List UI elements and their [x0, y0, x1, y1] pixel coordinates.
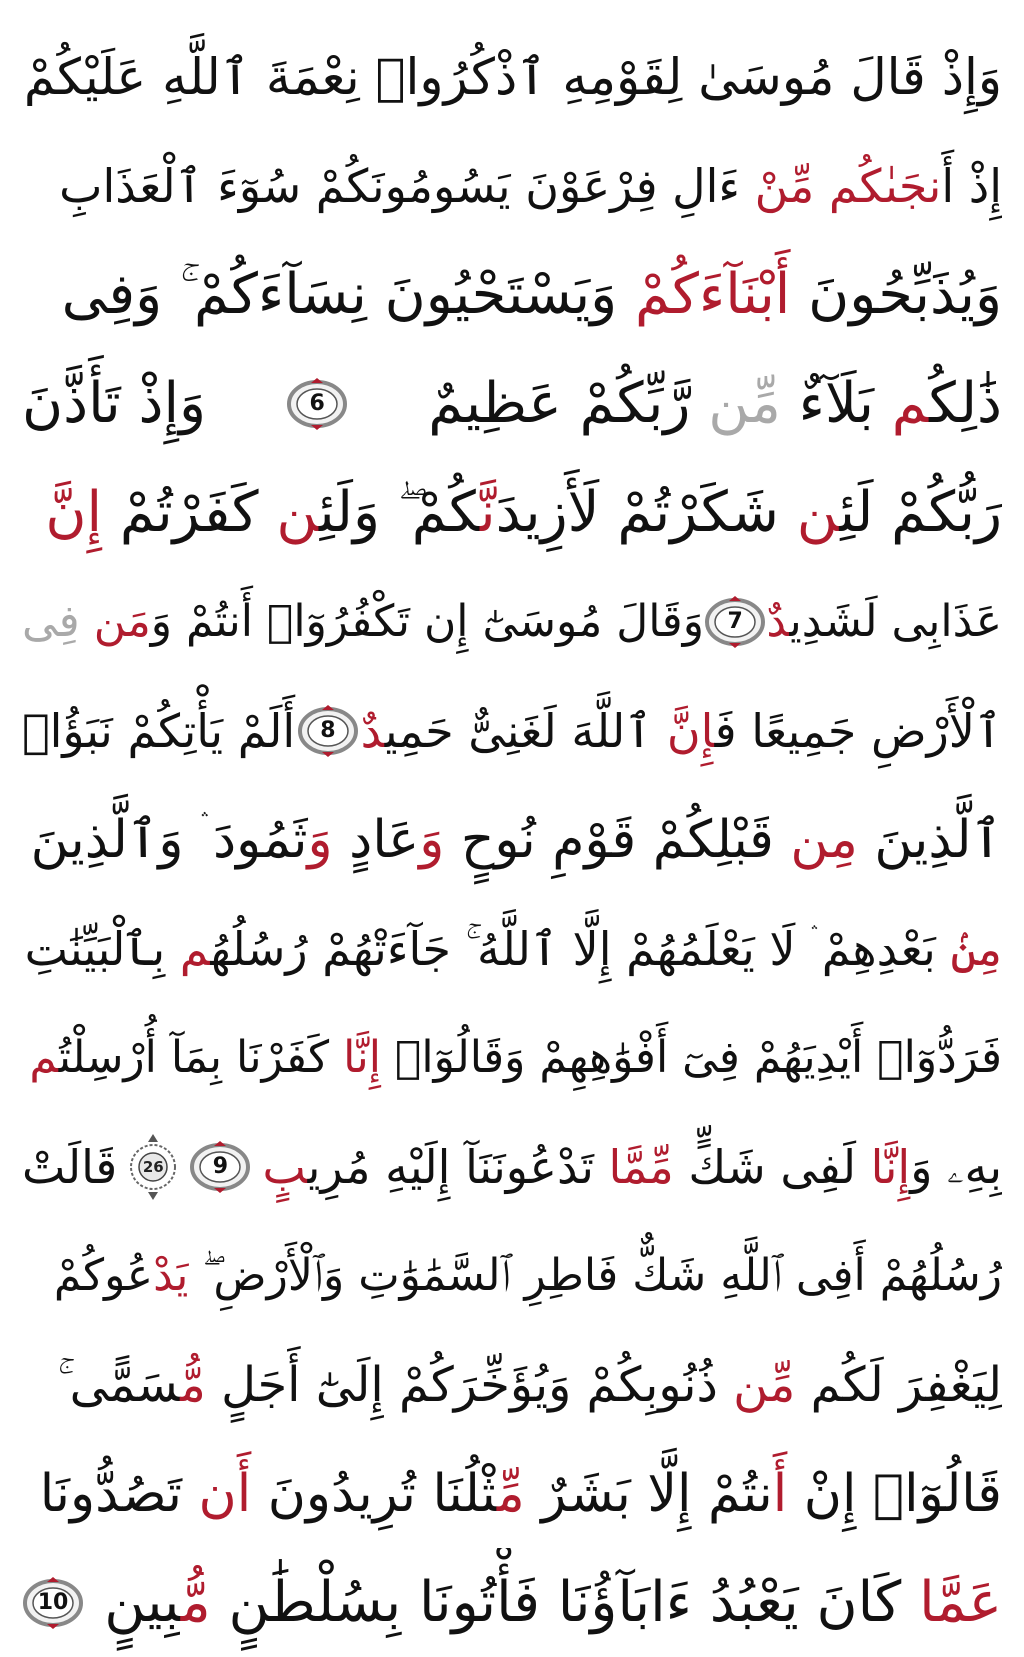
- word-run: بَعْدِهِمْ ۛ لَا يَعْلَمُهُمْ إِلَّا ٱللَّهُ ۚ جَآءَتْهُمْ رُسُلُهُ: [210, 921, 951, 976]
- ayah-number-marker: [286, 378, 348, 430]
- tajweed-highlight: ن: [796, 479, 840, 545]
- verse-text: [360, 703, 1002, 758]
- text-line: [22, 131, 1002, 240]
- word-run: وَيَسْتَحْيُونَ نِسَآءَكُمْ ۚ وَفِى: [61, 261, 635, 327]
- tajweed-highlight: ن: [276, 479, 319, 545]
- tajweed-highlight: م: [29, 1031, 59, 1083]
- ayah-number: 6: [309, 391, 325, 416]
- verse-text: [61, 261, 1002, 327]
- word-run: كَفَرْتُمْ: [102, 479, 277, 545]
- word-run: ثَمُودَ ۛ وَٱلَّذِينَ: [30, 809, 308, 870]
- tajweed-highlight: أَ: [772, 1463, 788, 1524]
- word-run: عُوكُمْ: [53, 1249, 154, 1301]
- word-run: أَلَمْ يَأْتِكُمْ نَبَؤُا۟: [22, 703, 296, 758]
- tajweed-highlight: دٌ: [360, 703, 385, 758]
- tajweed-highlight: إِنَّا: [870, 1139, 911, 1194]
- ayah-number: 7: [727, 609, 743, 634]
- tajweed-highlight: يَدْ: [153, 1249, 189, 1301]
- tajweed-highlight: إِنَّ: [666, 703, 715, 758]
- word-run: كُمْ ۖ وَلَئِ: [319, 479, 480, 545]
- tajweed-highlight: إِنَّا: [343, 1031, 381, 1083]
- tajweed-highlight: مِّ: [496, 1463, 525, 1524]
- word-run: قَالَتْ: [22, 1139, 118, 1194]
- word-run: رَّبِّكُمْ عَظِيمٌ: [428, 370, 709, 436]
- word-run: بَلَآءٌ: [780, 370, 892, 436]
- silent-letter: مِّن: [708, 370, 781, 436]
- text-line: [22, 458, 1002, 567]
- word-run: كَفَرْنَا بِمَآ أُرْسِلْتُ: [58, 1031, 344, 1083]
- verse-text: [428, 370, 1002, 436]
- verse-text: [29, 1031, 1002, 1083]
- text-line: [22, 1548, 1002, 1657]
- verse-text: [45, 479, 1002, 545]
- tajweed-highlight: مِنۢ: [950, 921, 1002, 976]
- text-line: [22, 676, 1002, 785]
- word-run: رَبُّكُمْ لَئِ: [839, 479, 1002, 545]
- word-run: بِهِۦ وَ: [910, 1139, 1002, 1194]
- word-run: عَادٍ: [332, 809, 420, 870]
- text-line: [22, 1439, 1002, 1548]
- word-run: بِٱلْبَيِّنَٰتِ: [24, 921, 180, 976]
- tajweed-highlight: دٌ: [766, 595, 790, 647]
- tajweed-highlight: مُّ: [180, 1356, 206, 1413]
- ayah-number: 9: [212, 1154, 229, 1179]
- word-run: إِذْ أَ: [941, 158, 1002, 213]
- word-run: وَقَالَ مُوسَىٰٓ إِن تَكْفُرُوٓا۟ أَنتُمْ وَ: [150, 595, 704, 647]
- ayah-number-marker: [297, 705, 359, 757]
- verse-text: [766, 595, 1002, 647]
- verse-text: [24, 921, 1002, 976]
- word-run: لَفِى شَكٍّ: [673, 1139, 871, 1194]
- ayah-number: 10: [37, 1590, 69, 1615]
- verse-text: [53, 1249, 1002, 1301]
- tajweed-highlight: وَ: [307, 809, 333, 870]
- verse-text: [57, 1356, 1002, 1413]
- word-run: كَانَ يَعْبُدُ ءَابَآؤُنَا فَأْتُونَا بِسُلْطَٰنٍ: [210, 1569, 920, 1635]
- text-line: [22, 240, 1002, 349]
- tajweed-highlight: مُّ: [180, 1569, 211, 1635]
- verse-text: [39, 1463, 1002, 1524]
- tajweed-highlight: مِّمَّا: [608, 1139, 674, 1194]
- text-line: [22, 1003, 1002, 1112]
- tajweed-highlight: مِن: [790, 809, 858, 870]
- tajweed-highlight: م: [891, 370, 930, 436]
- tajweed-highlight: أَن: [198, 1463, 252, 1524]
- ayah-number-marker: [22, 1577, 84, 1629]
- word-run: تَصُدُّونَا: [39, 1463, 199, 1524]
- verse-text: [59, 158, 1002, 213]
- word-run: ثْلُنَا تُرِيدُونَ: [251, 1463, 497, 1524]
- verse-text: [262, 1139, 1002, 1194]
- tajweed-highlight: أَبْنَآءَكُمْ: [635, 261, 791, 327]
- word-run: نتُمْ إِلَّا بَشَرٌ: [524, 1463, 773, 1524]
- word-run: وَإِذْ قَالَ مُوسَىٰ لِقَوْمِهِ ٱذْكُرُوا۟ نِعْمَةَ ٱللَّهِ عَلَيْكُمْ: [23, 47, 1002, 106]
- word-run: لِيَغْفِرَ لَكُم: [795, 1356, 1002, 1413]
- tajweed-highlight: مِّنْ: [740, 158, 829, 213]
- ayah-number-marker: [704, 596, 766, 648]
- verse-text: [30, 809, 1002, 870]
- word-run: ٱلْأَرْضِ جَمِيعًا فَ: [714, 703, 1002, 758]
- tajweed-highlight: مَن: [93, 595, 151, 647]
- word-run: عَذَابِى لَشَدِي: [789, 595, 1002, 647]
- tajweed-highlight: وَ: [419, 809, 445, 870]
- ayah-number-marker: [189, 1141, 251, 1193]
- word-run: ذُنُوبِكُمْ وَيُؤَخِّرَكُمْ إِلَىٰٓ أَجَلٍ: [205, 1356, 734, 1413]
- verse-text: [22, 370, 207, 436]
- text-line: [22, 894, 1002, 1003]
- ayah-number: 8: [320, 718, 336, 743]
- text-line: [22, 567, 1002, 676]
- tajweed-highlight: مِّن: [733, 1356, 796, 1413]
- word-run: فَرَدُّوٓا۟ أَيْدِيَهُمْ فِىٓ أَفْوَٰهِهِمْ وَقَالُوٓا۟: [380, 1031, 1002, 1083]
- text-line: [22, 1330, 1002, 1439]
- word-run: ذَٰلِكُ: [929, 370, 1002, 436]
- word-run: شَكَرْتُمْ لَأَزِيدَ: [495, 479, 797, 545]
- text-line: [22, 1221, 1002, 1330]
- tajweed-highlight: عَمَّا: [919, 1569, 1002, 1635]
- word-run: وَإِذْ تَأَذَّنَ: [22, 370, 207, 436]
- tajweed-highlight: إِنَّ: [45, 479, 103, 545]
- verse-text: [22, 595, 704, 647]
- word-run: ٱلَّذِينَ: [857, 809, 1002, 870]
- word-run: سَمًّى ۚ: [57, 1356, 181, 1413]
- verse-text: [22, 703, 296, 758]
- tajweed-highlight: م: [179, 921, 211, 976]
- word-run: بِينٍ: [104, 1569, 181, 1635]
- text-line: [22, 1112, 1002, 1221]
- tajweed-highlight: نَّ: [480, 479, 496, 545]
- verse-text: [23, 47, 1002, 106]
- tajweed-highlight: بٍ: [262, 1139, 308, 1194]
- word-run: قَالُوٓا۟ إِنْ: [787, 1463, 1002, 1524]
- text-line: [22, 22, 1002, 131]
- text-line: [22, 349, 1002, 458]
- hizb-number: 26: [142, 1157, 164, 1176]
- word-run: وَيُذَبِّحُونَ: [790, 261, 1002, 327]
- word-run: تَدْعُونَنَآ إِلَيْهِ مُرِي: [307, 1139, 609, 1194]
- text-line: [22, 785, 1002, 894]
- hizb-marker-icon: [128, 1132, 178, 1202]
- tajweed-highlight: نجَىٰكُم: [828, 158, 942, 213]
- word-run: ٱللَّهَ لَغَنِىٌّ حَمِي: [384, 703, 667, 758]
- verse-text: [22, 1139, 118, 1194]
- word-run: رُسُلُهُمْ أَفِى ٱللَّهِ شَكٌّ فَاطِرِ ٱلسَّمَٰوَٰتِ وَٱلْأَرْضِ ۖ: [188, 1249, 1002, 1301]
- silent-letter: فِى: [22, 595, 94, 647]
- verse-text: [104, 1569, 1002, 1635]
- word-run: ءَالِ فِرْعَوْنَ يَسُومُونَكُمْ سُوٓءَ ٱلْعَذَابِ: [59, 158, 741, 213]
- word-run: قَبْلِكُمْ قَوْمِ نُوحٍ: [444, 809, 791, 870]
